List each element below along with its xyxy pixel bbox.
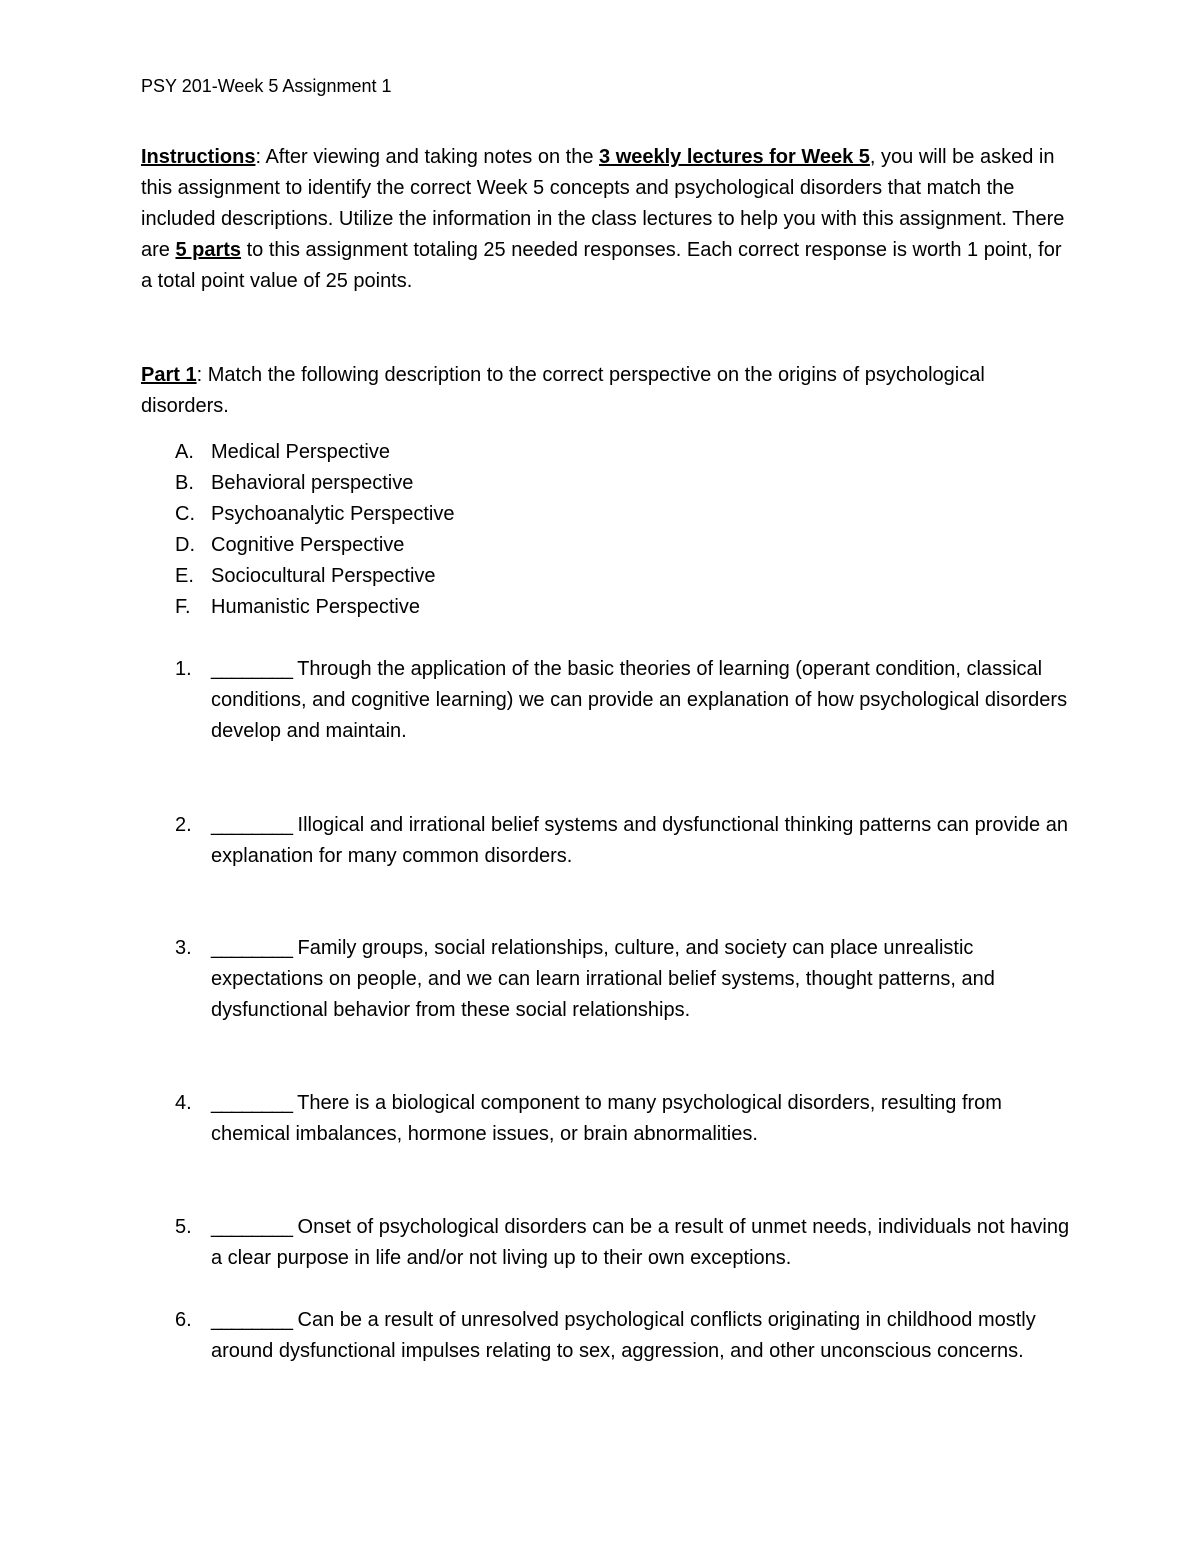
answer-blank[interactable]: ________ <box>211 1092 292 1114</box>
instructions-label: Instructions <box>141 146 256 168</box>
question-5 <box>175 1212 1075 1274</box>
question-number: 2. <box>175 814 192 836</box>
question-body <box>211 1212 1075 1274</box>
question-text: Can be a result of unresolved psychological conflicts originating in childhood mostly around dysfunctional impulses relating to sex, aggression, and other unconscious concerns. <box>211 1309 1036 1362</box>
question-text: Family groups, social relationships, culture, and society can place unrealistic expectations on people, and we can learn irrational belief systems, thought patterns, and dysfunctional behavior from these social relationships. <box>211 937 995 1021</box>
part-1-text: Match the following description to the correct perspective on the origins of psychological disorders. <box>141 364 985 417</box>
instructions-paragraph <box>141 142 1071 297</box>
instructions-text-1: After viewing and taking notes on the <box>261 146 600 168</box>
option-label: Psychoanalytic Perspective <box>211 503 455 525</box>
instructions-text-2: , you will be asked in this assignment to identify the correct Week 5 concepts and psychological disorders that match the included descriptions. Utilize the information in the class lectures to help you with this assignment. There are <box>141 146 1065 261</box>
question-body <box>211 1305 1075 1367</box>
question-4 <box>175 1088 1075 1150</box>
answer-blank[interactable]: ________ <box>211 937 292 959</box>
question-2 <box>175 810 1075 872</box>
question-body <box>211 810 1075 872</box>
option-letter: A. <box>175 441 194 463</box>
option-item <box>175 530 454 561</box>
option-letter: F. <box>175 596 191 618</box>
question-number: 5. <box>175 1216 192 1238</box>
option-item <box>175 437 454 468</box>
answer-blank[interactable]: ________ <box>211 1216 292 1238</box>
question-body <box>211 654 1075 747</box>
question-3 <box>175 933 1075 1026</box>
option-letter: D. <box>175 534 195 556</box>
option-letter: C. <box>175 503 195 525</box>
option-label: Behavioral perspective <box>211 472 414 494</box>
instructions-text-3: to this assignment totaling 25 needed responses. Each correct response is worth 1 point, for a total point value of 25 points. <box>141 239 1062 292</box>
question-text: There is a biological component to many psychological disorders, resulting from chemical imbalances, hormone issues, or brain abnormalities. <box>211 1092 1002 1145</box>
option-label: Cognitive Perspective <box>211 534 405 556</box>
question-6 <box>175 1305 1075 1367</box>
instructions-emphasis-lectures: 3 weekly lectures for Week 5 <box>599 146 870 168</box>
instructions-emphasis-parts: 5 parts <box>175 239 242 261</box>
question-text: Illogical and irrational belief systems and dysfunctional thinking patterns can provide an explanation for many common disorders. <box>211 814 1068 867</box>
question-number: 3. <box>175 937 192 959</box>
question-text: Through the application of the basic theories of learning (operant condition, classical conditions, and cognitive learning) we can provide an explanation of how psychological disorders develop and maintain. <box>211 658 1068 742</box>
answer-blank[interactable]: ________ <box>211 658 292 680</box>
document-header: PSY 201-Week 5 Assignment 1 <box>141 76 392 96</box>
option-item <box>175 499 454 530</box>
part-1-heading <box>141 360 1071 422</box>
option-item <box>175 592 454 623</box>
question-number: 4. <box>175 1092 192 1114</box>
question-number: 1. <box>175 658 192 680</box>
instructions-colon: : <box>255 146 262 168</box>
question-1 <box>175 654 1075 747</box>
answer-blank[interactable]: ________ <box>211 1309 292 1331</box>
question-body <box>211 1088 1075 1150</box>
question-text: Onset of psychological disorders can be a result of unmet needs, individuals not having a clear purpose in life and/or not living up to their own exceptions. <box>211 1216 1070 1269</box>
question-number: 6. <box>175 1309 192 1331</box>
option-label: Medical Perspective <box>211 441 390 463</box>
option-letter: B. <box>175 472 194 494</box>
part-1-label: Part 1 <box>141 364 197 386</box>
option-label: Humanistic Perspective <box>211 596 420 618</box>
option-letter: E. <box>175 565 194 587</box>
option-item <box>175 468 454 499</box>
answer-blank[interactable]: ________ <box>211 814 292 836</box>
option-label: Sociocultural Perspective <box>211 565 436 587</box>
option-item <box>175 561 454 592</box>
question-body <box>211 933 1075 1026</box>
perspective-options-list <box>175 437 454 623</box>
part-1-colon: : <box>196 364 203 386</box>
